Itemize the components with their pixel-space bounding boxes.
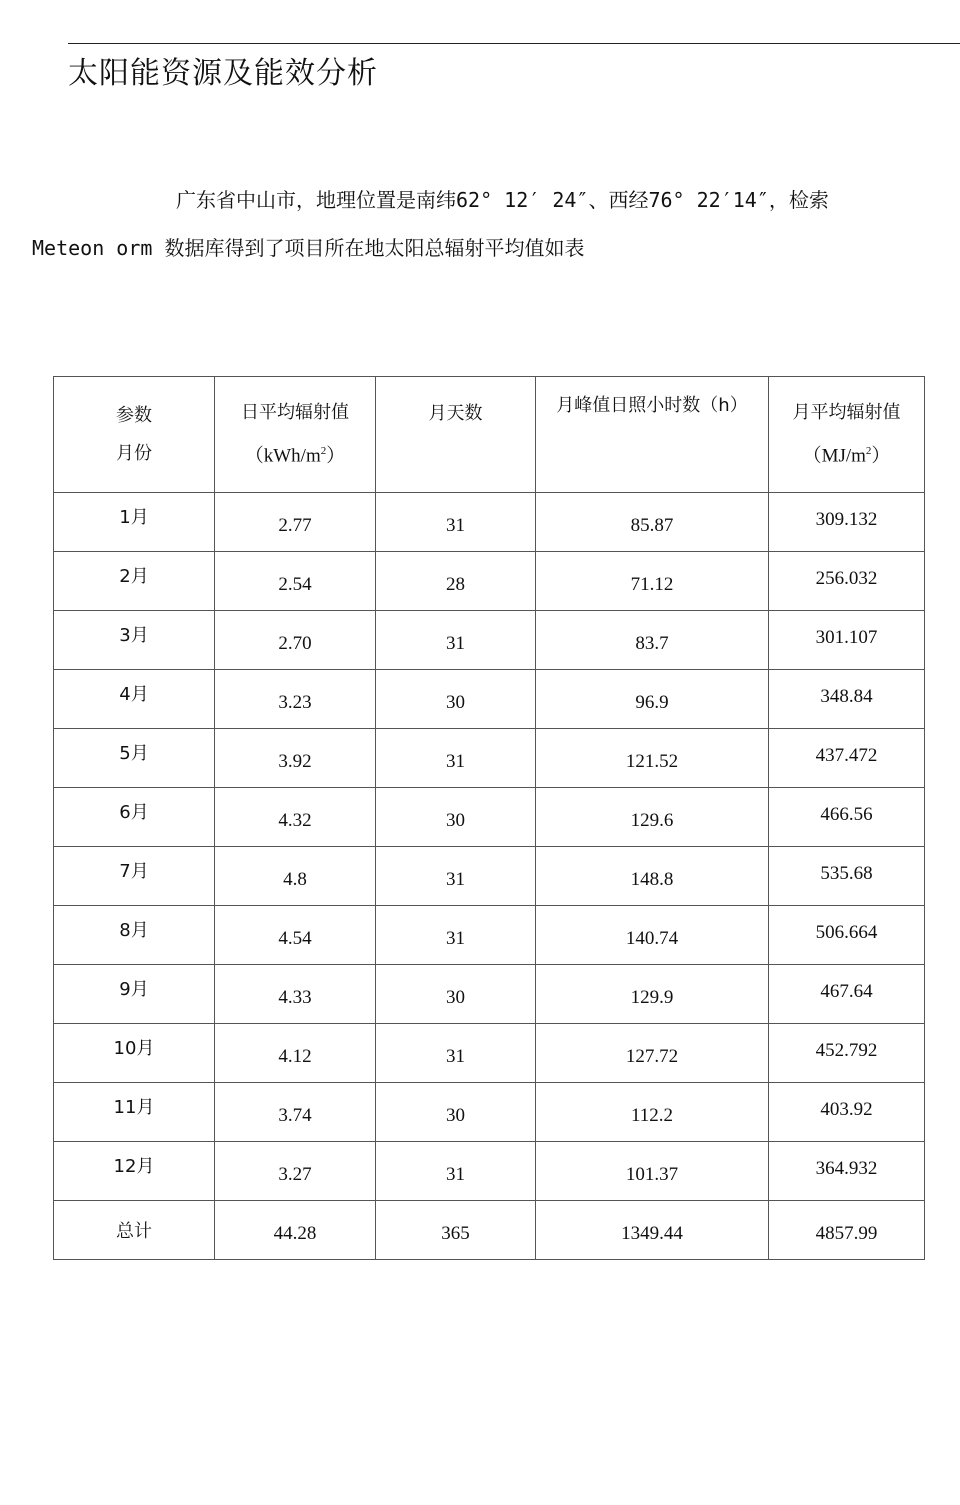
header-monthly-radiation <box>769 377 925 493</box>
cell-daily-radiation-value: 3.74 <box>278 1105 312 1126</box>
cell-days-value: 28 <box>446 574 465 595</box>
cell-monthly-radiation <box>769 1024 925 1083</box>
header-monthly-radiation-label: 月平均辐射值 <box>792 401 901 423</box>
cell-daily-radiation-value: 2.77 <box>278 515 312 536</box>
header-month-label: 月份 <box>116 442 152 464</box>
cell-days <box>376 965 536 1024</box>
header-param-month <box>54 377 215 493</box>
header-daily-radiation <box>215 377 376 493</box>
cell-month <box>54 493 215 552</box>
cell-monthly-radiation-value: 348.84 <box>820 686 873 707</box>
cell-daily-radiation-value: 44.28 <box>273 1223 317 1244</box>
cell-monthly-radiation <box>769 906 925 965</box>
cell-daily-radiation-value: 4.33 <box>278 987 312 1008</box>
table-row <box>54 670 925 729</box>
cell-monthly-radiation <box>769 965 925 1024</box>
cell-month-value: 7月 <box>119 861 149 882</box>
cell-peak-hours-value: 1349.44 <box>621 1223 683 1244</box>
cell-peak-hours <box>536 788 769 847</box>
cell-monthly-radiation <box>769 729 925 788</box>
cell-month-value: 4月 <box>119 684 149 705</box>
cell-days <box>376 788 536 847</box>
table-row <box>54 1142 925 1201</box>
cell-month-value: 9月 <box>119 979 149 1000</box>
cell-daily-radiation <box>215 611 376 670</box>
unit-text-close: ） <box>871 445 891 467</box>
cell-monthly-radiation-value: 535.68 <box>820 863 873 884</box>
cell-monthly-radiation <box>769 788 925 847</box>
table-row <box>54 729 925 788</box>
cell-month <box>54 847 215 906</box>
cell-peak-hours-value: 129.9 <box>630 987 674 1008</box>
cell-days <box>376 1201 536 1260</box>
cell-daily-radiation-value: 4.8 <box>283 869 307 890</box>
cell-month-value: 2月 <box>119 566 149 587</box>
cell-peak-hours <box>536 906 769 965</box>
cell-peak-hours-value: 140.74 <box>625 928 679 949</box>
solar-radiation-table <box>53 376 925 1260</box>
cell-daily-radiation <box>215 552 376 611</box>
header-param-label: 参数 <box>116 404 152 426</box>
intro-paragraph-line1: 广东省中山市，地理位置是南纬62° 12′ 24″、西经76° 22′14″，检索 <box>176 188 829 212</box>
header-daily-radiation-label: 日平均辐射值 <box>241 401 349 423</box>
cell-month <box>54 611 215 670</box>
cell-daily-radiation-value: 3.92 <box>278 751 312 772</box>
cell-monthly-radiation <box>769 1142 925 1201</box>
header-peak-hours <box>536 377 769 493</box>
cell-daily-radiation-value: 3.23 <box>278 692 312 713</box>
cell-month <box>54 670 215 729</box>
cell-month-value: 6月 <box>119 802 149 823</box>
unit-text: （kWh/m <box>244 445 321 467</box>
table-header-row <box>54 377 925 493</box>
cell-month <box>54 1083 215 1142</box>
cell-peak-hours-value: 96.9 <box>635 692 669 713</box>
table-row <box>54 1201 925 1260</box>
table-row <box>54 611 925 670</box>
cell-daily-radiation-value: 4.32 <box>278 810 312 831</box>
cell-peak-hours-value: 112.2 <box>630 1105 674 1126</box>
table-row <box>54 1083 925 1142</box>
cell-monthly-radiation <box>769 1083 925 1142</box>
unit-superscript: 2 <box>320 444 327 457</box>
cell-monthly-radiation-value: 256.032 <box>815 568 878 589</box>
cell-peak-hours <box>536 552 769 611</box>
intro-paragraph-line2: Meteon orm 数据库得到了项目所在地太阳总辐射平均值如表 <box>32 236 585 260</box>
cell-days-value: 31 <box>446 515 465 536</box>
cell-month-value: 8月 <box>119 920 149 941</box>
cell-monthly-radiation-value: 437.472 <box>815 745 878 766</box>
cell-peak-hours <box>536 1142 769 1201</box>
cell-days <box>376 1142 536 1201</box>
cell-peak-hours <box>536 1083 769 1142</box>
cell-monthly-radiation-value: 403.92 <box>820 1099 873 1120</box>
cell-monthly-radiation-value: 4857.99 <box>815 1223 878 1244</box>
cell-daily-radiation <box>215 965 376 1024</box>
cell-peak-hours <box>536 670 769 729</box>
cell-monthly-radiation-value: 364.932 <box>815 1158 878 1179</box>
cell-days <box>376 1024 536 1083</box>
cell-monthly-radiation-value: 309.132 <box>815 509 878 530</box>
cell-days <box>376 611 536 670</box>
cell-peak-hours-value: 71.12 <box>630 574 674 595</box>
cell-month-value: 12月 <box>113 1156 155 1177</box>
cell-peak-hours <box>536 1024 769 1083</box>
cell-peak-hours <box>536 729 769 788</box>
table-row <box>54 906 925 965</box>
cell-month-value: 10月 <box>113 1038 155 1059</box>
cell-daily-radiation-value: 2.70 <box>278 633 312 654</box>
cell-days <box>376 1083 536 1142</box>
cell-daily-radiation <box>215 1083 376 1142</box>
cell-peak-hours <box>536 493 769 552</box>
cell-peak-hours <box>536 965 769 1024</box>
cell-month-value: 总计 <box>116 1221 152 1242</box>
cell-month <box>54 1201 215 1260</box>
cell-daily-radiation <box>215 788 376 847</box>
cell-month <box>54 729 215 788</box>
cell-days-value: 31 <box>446 1164 465 1185</box>
cell-month <box>54 552 215 611</box>
cell-days-value: 31 <box>446 751 465 772</box>
cell-daily-radiation-value: 3.27 <box>278 1164 312 1185</box>
cell-days <box>376 847 536 906</box>
cell-peak-hours-value: 121.52 <box>625 751 679 772</box>
table-row <box>54 788 925 847</box>
cell-monthly-radiation-value: 506.664 <box>815 922 878 943</box>
cell-days <box>376 906 536 965</box>
cell-monthly-radiation <box>769 552 925 611</box>
cell-peak-hours-value: 129.6 <box>630 810 674 831</box>
cell-days <box>376 729 536 788</box>
cell-days-value: 31 <box>446 928 465 949</box>
cell-monthly-radiation-value: 466.56 <box>820 804 873 825</box>
cell-daily-radiation <box>215 493 376 552</box>
header-monthly-radiation-unit <box>769 432 924 475</box>
page-title: 太阳能资源及能效分析 <box>68 56 378 91</box>
table-row <box>54 965 925 1024</box>
cell-monthly-radiation-value: 452.792 <box>815 1040 878 1061</box>
cell-days-value: 30 <box>446 1105 465 1126</box>
cell-peak-hours-value: 127.72 <box>625 1046 679 1067</box>
cell-daily-radiation-value: 4.12 <box>278 1046 312 1067</box>
cell-peak-hours-value: 101.37 <box>625 1164 679 1185</box>
cell-days <box>376 670 536 729</box>
cell-days <box>376 552 536 611</box>
cell-monthly-radiation <box>769 1201 925 1260</box>
cell-peak-hours-value: 148.8 <box>630 869 674 890</box>
cell-month-value: 5月 <box>119 743 149 764</box>
cell-month <box>54 1142 215 1201</box>
cell-peak-hours-value: 85.87 <box>630 515 674 536</box>
unit-text: （MJ/m <box>802 445 866 467</box>
cell-daily-radiation <box>215 670 376 729</box>
cell-days-value: 365 <box>441 1223 470 1244</box>
cell-peak-hours <box>536 1201 769 1260</box>
cell-daily-radiation-value: 4.54 <box>278 928 312 949</box>
cell-monthly-radiation <box>769 611 925 670</box>
cell-daily-radiation <box>215 1024 376 1083</box>
cell-days <box>376 493 536 552</box>
cell-month-value: 3月 <box>119 625 149 646</box>
header-rule <box>68 43 960 44</box>
cell-monthly-radiation-value: 467.64 <box>820 981 873 1002</box>
cell-daily-radiation <box>215 906 376 965</box>
cell-days-value: 30 <box>446 810 465 831</box>
cell-daily-radiation <box>215 1142 376 1201</box>
table-row <box>54 847 925 906</box>
cell-month-value: 11月 <box>113 1097 155 1118</box>
header-days-label: 月天数 <box>428 403 483 424</box>
cell-monthly-radiation <box>769 670 925 729</box>
cell-monthly-radiation <box>769 493 925 552</box>
header-days <box>376 377 536 493</box>
cell-daily-radiation <box>215 847 376 906</box>
cell-daily-radiation <box>215 1201 376 1260</box>
table-row <box>54 493 925 552</box>
cell-days-value: 31 <box>446 633 465 654</box>
header-daily-radiation-unit <box>215 432 375 475</box>
cell-peak-hours <box>536 847 769 906</box>
header-peak-hours-label: 月峰值日照小时数（h） <box>556 395 748 416</box>
cell-month <box>54 1024 215 1083</box>
cell-daily-radiation <box>215 729 376 788</box>
cell-days-value: 31 <box>446 869 465 890</box>
cell-peak-hours-value: 83.7 <box>635 633 669 654</box>
cell-month-value: 1月 <box>119 507 149 528</box>
cell-days-value: 30 <box>446 692 465 713</box>
table-row <box>54 552 925 611</box>
unit-superscript: 2 <box>865 444 872 457</box>
cell-month <box>54 788 215 847</box>
table-row <box>54 1024 925 1083</box>
cell-peak-hours <box>536 611 769 670</box>
cell-monthly-radiation-value: 301.107 <box>815 627 878 648</box>
cell-month <box>54 965 215 1024</box>
cell-daily-radiation-value: 2.54 <box>278 574 312 595</box>
cell-days-value: 31 <box>446 1046 465 1067</box>
cell-month <box>54 906 215 965</box>
unit-text-close: ） <box>326 445 346 467</box>
cell-days-value: 30 <box>446 987 465 1008</box>
cell-monthly-radiation <box>769 847 925 906</box>
